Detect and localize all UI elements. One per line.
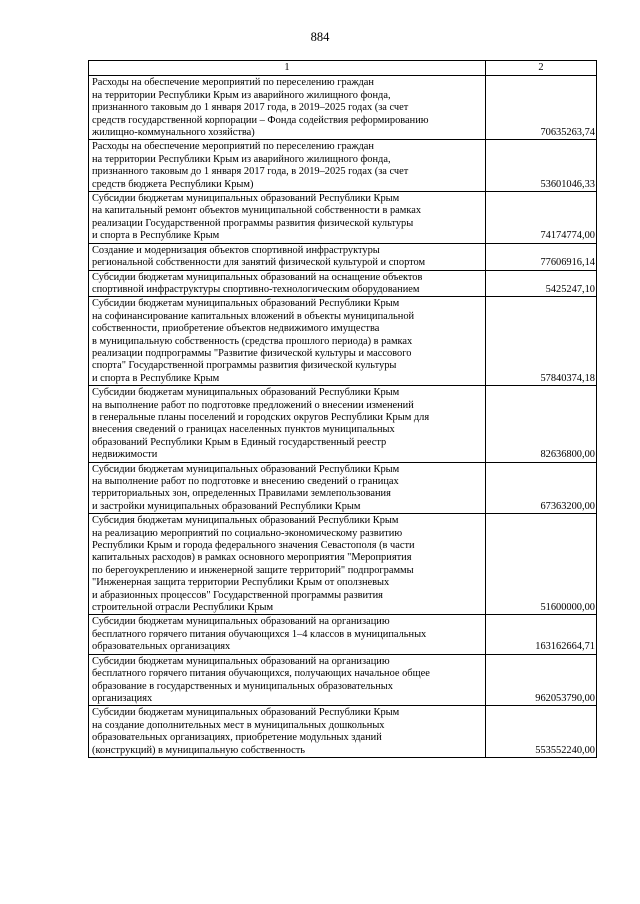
row-description: Субсидии бюджетам муниципальных образований на организацию бесплатного горячего питания обучающихся 1–4 классов в муниципальных образовательных организациях [89,615,486,654]
row-amount: 163162664,71 [486,615,597,654]
table-row [89,297,597,386]
row-description: Субсидии бюджетам муниципальных образований Республики Крым на выполнение работ по подготовке и внесению сведений о границах территориальных зон, определенных Правилами землепользования и застройки муниципальных образований Республики Крым [89,462,486,514]
row-description: Расходы на обеспечение мероприятий по переселению граждан на территории Республики Крым из аварийного жилищного фонда, признанного таковым до 1 января 2017 года, в 2019–2025 годах (за счет средств государственной корпорации – Фонда содействия реформированию жилищно-коммунального хозяйства) [89,76,486,140]
column-header-2: 2 [486,61,597,76]
row-description: Субсидии бюджетам муниципальных образований на оснащение объектов спортивной инфраструктуры спортивно-технологическим оборудованием [89,270,486,297]
row-description: Субсидии бюджетам муниципальных образований Республики Крым на софинансирование капитальных вложений в объекты муниципальной собственности, приобретение объектов недвижимого имущества в муниципальную собственность (средства прошлого периода) в рамках реализации подпрограммы "Развитие физической культуры и массового спорта" Государственной программы развития физической культуры и спорта в Республике Крым [89,297,486,386]
row-amount: 51600000,00 [486,514,597,615]
budget-table [88,60,597,758]
row-amount: 82636800,00 [486,386,597,462]
table-row [89,192,597,244]
table-body [89,76,597,758]
table-row [89,706,597,758]
table-row [89,386,597,462]
table-row [89,76,597,140]
table-row [89,243,597,270]
table-row [89,462,597,514]
page-number: 884 [310,30,330,44]
row-amount: 70635263,74 [486,76,597,140]
table-row [89,270,597,297]
header-row [89,61,597,76]
row-description: Субсидии бюджетам муниципальных образований Республики Крым на выполнение работ по подготовке предложений о внесении изменений в генеральные планы поселений и городских округов Республики Крым для внесения сведений о границах населенных пунктов муниципальных образований Республики Крым в Единый государственный реестр недвижимости [89,386,486,462]
row-description: Расходы на обеспечение мероприятий по переселению граждан на территории Республики Крым из аварийного жилищного фонда, признанного таковым до 1 января 2017 года, в 2019–2025 годах (за счет средств бюджета Республики Крым) [89,140,486,192]
row-amount: 962053790,00 [486,654,597,706]
row-description: Субсидии бюджетам муниципальных образований на организацию бесплатного горячего питания обучающихся, получающих начальное общее образование в государственных и муниципальных образовательных организациях [89,654,486,706]
row-amount: 53601046,33 [486,140,597,192]
table-row [89,654,597,706]
row-amount: 67363200,00 [486,462,597,514]
row-amount: 553552240,00 [486,706,597,758]
table-row [89,615,597,654]
table-row [89,514,597,615]
row-description: Субсидии бюджетам муниципальных образований Республики Крым на создание дополнительных мест в муниципальных дошкольных образовательных организациях, приобретение модульных зданий (конструкций) в муниципальную собственность [89,706,486,758]
row-amount: 57840374,18 [486,297,597,386]
row-amount: 74174774,00 [486,192,597,244]
column-header-1: 1 [89,61,486,76]
table-row [89,140,597,192]
row-description: Субсидия бюджетам муниципальных образований Республики Крым на реализацию мероприятий по социально-экономическому развитию Республики Крым и города федерального значения Севастополя (в части капитальных расходов) в рамках основного мероприятия "Мероприятия по берегоукреплению и инженерной защите территорий" подпрограммы "Инженерная защита территории Республики Крым от оползневых и абразионных процессов" Государственной программы развития строительной отрасли Республики Крым [89,514,486,615]
row-amount: 5425247,10 [486,270,597,297]
row-description: Субсидии бюджетам муниципальных образований Республики Крым на капитальный ремонт объектов муниципальной собственности в рамках реализации Государственной программы развития физической культуры и спорта в Республике Крым [89,192,486,244]
row-amount: 77606916,14 [486,243,597,270]
table-header [89,61,597,76]
row-description: Создание и модернизация объектов спортивной инфраструктуры региональной собственности для занятий физической культурой и спортом [89,243,486,270]
